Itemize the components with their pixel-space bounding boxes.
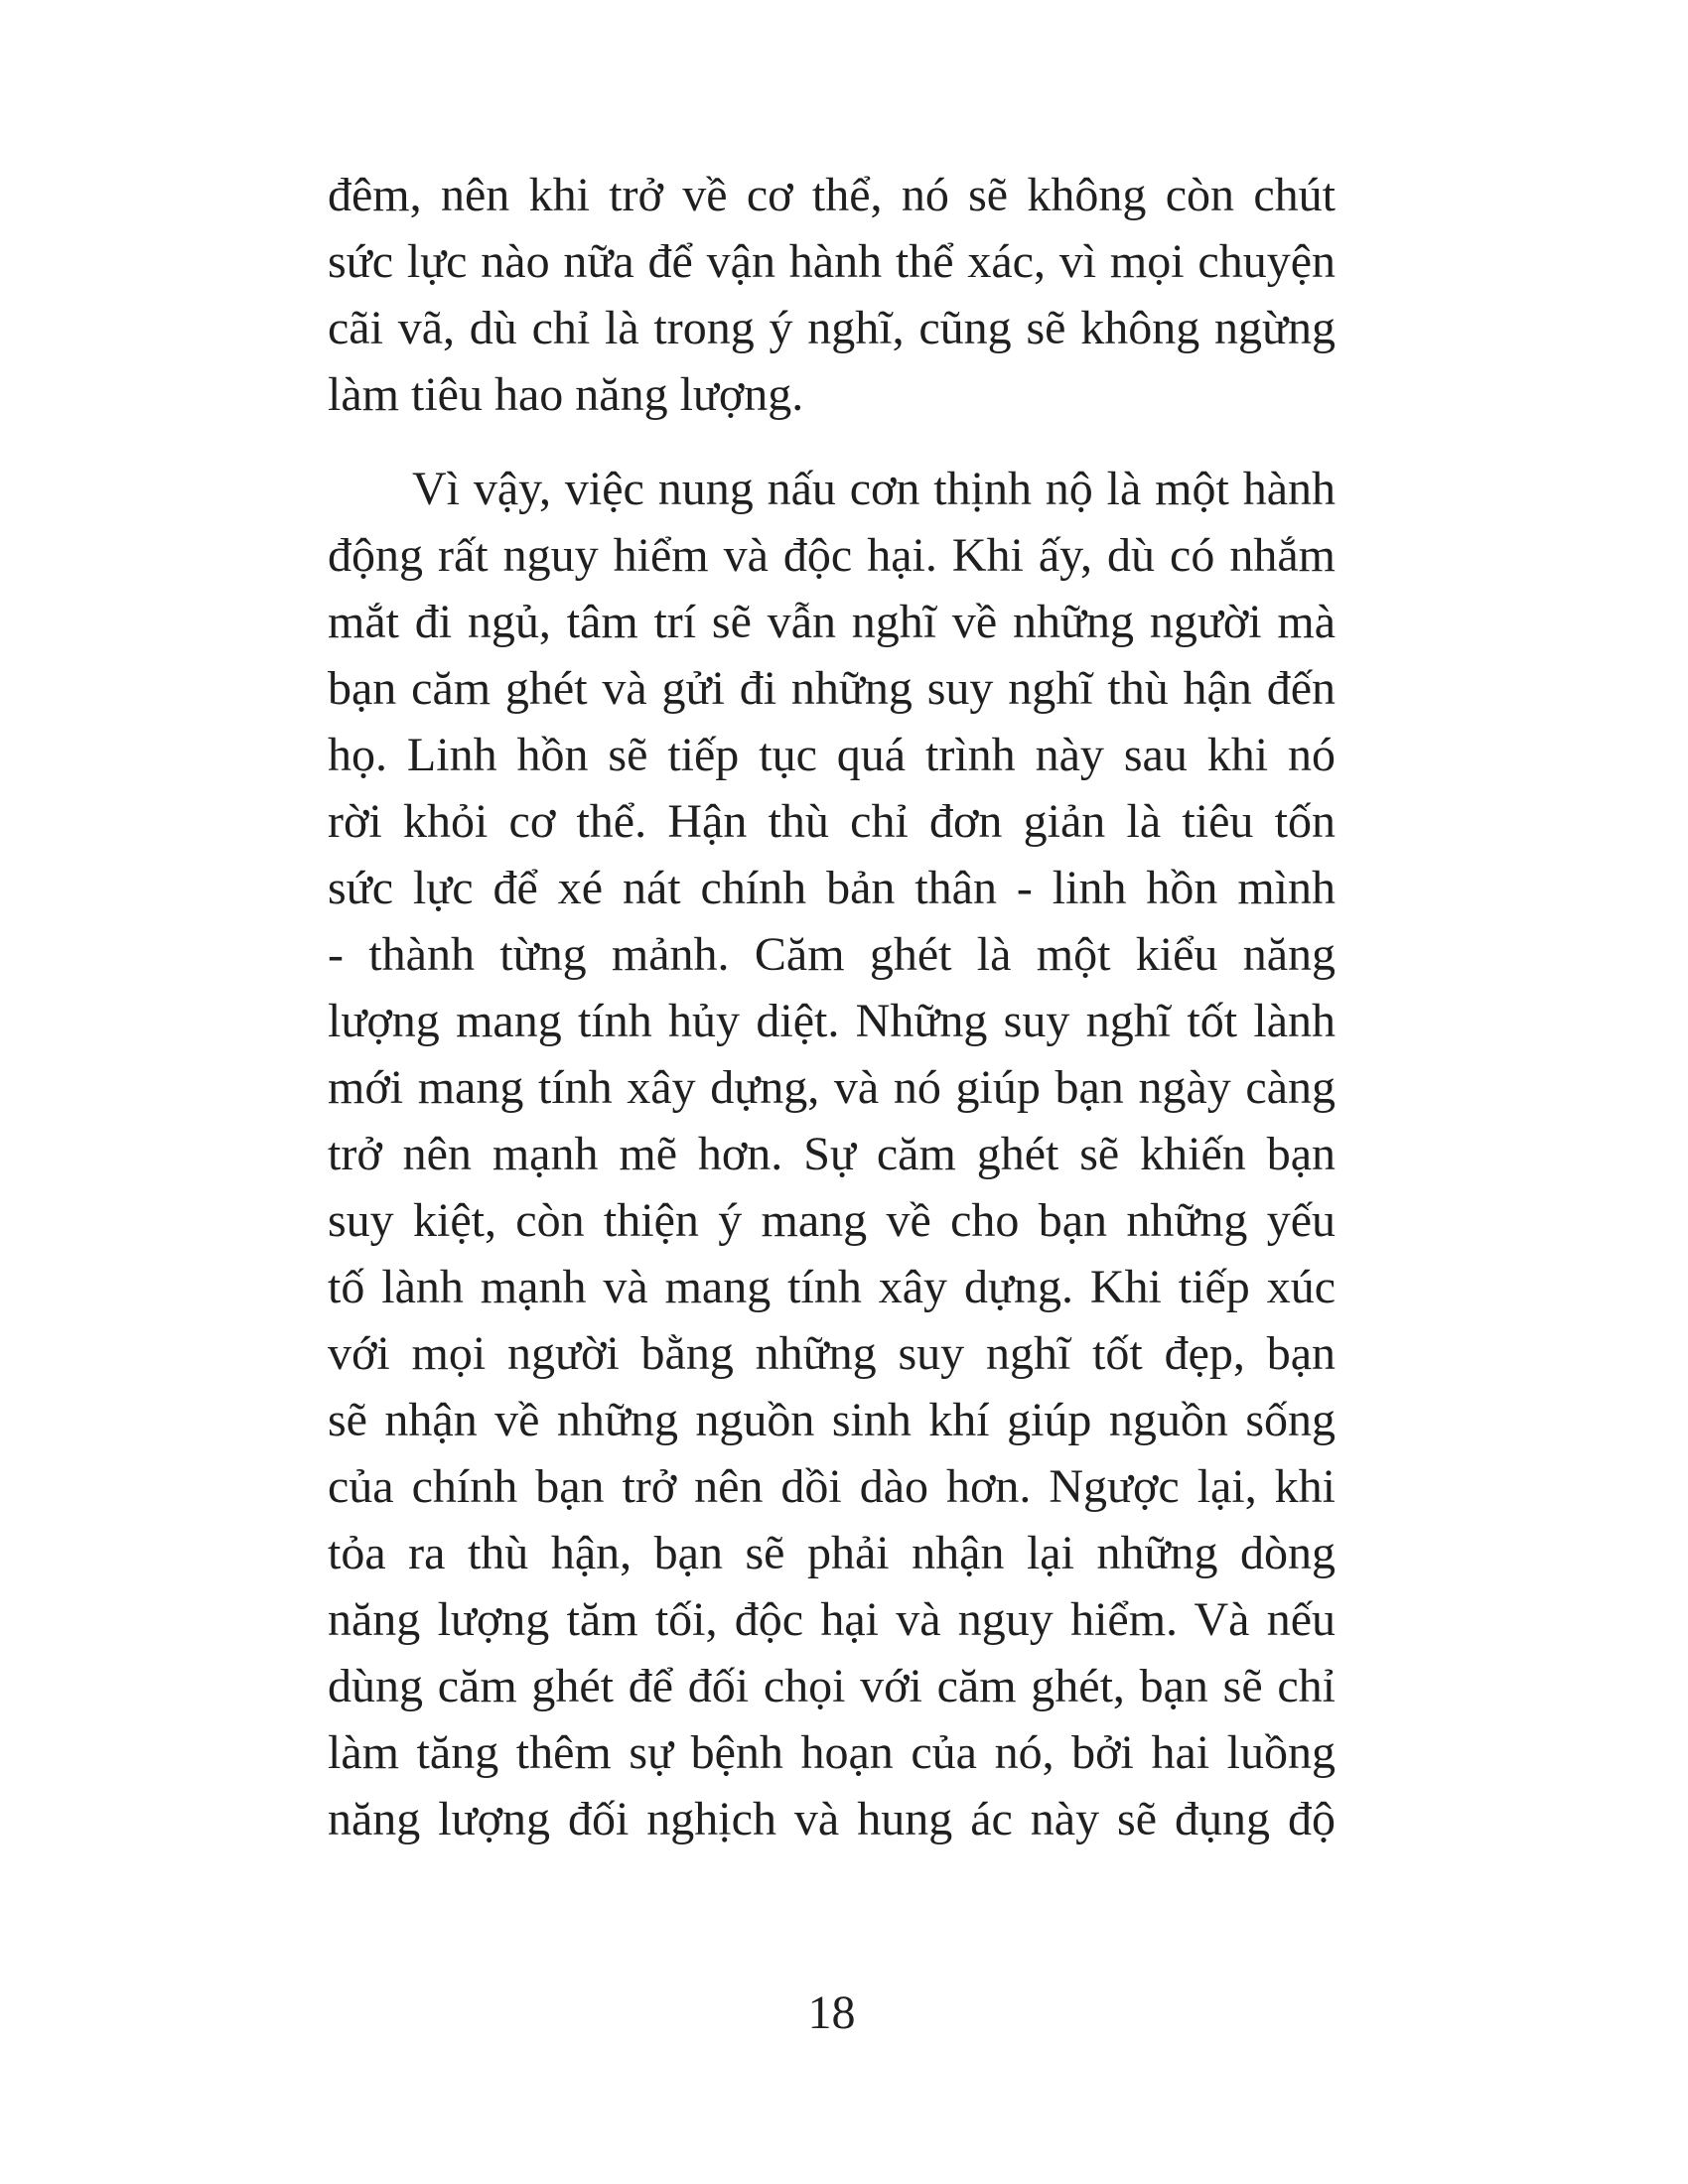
text-line: rời khỏi cơ thể. Hận thù chỉ đơn giản là tiêu tốn <box>328 795 1336 848</box>
text-line: tỏa ra thù hận, bạn sẽ phải nhận lại những dòng <box>328 1527 1336 1579</box>
text-line: sẽ nhận về những nguồn sinh khí giúp nguồn sống <box>328 1394 1336 1446</box>
text-line: cãi vã, dù chỉ là trong ý nghĩ, cũng sẽ không ngừng <box>328 302 1336 354</box>
text-line: sức lực nào nữa để vận hành thể xác, vì mọi chuyện <box>328 235 1336 288</box>
text-line: với mọi người bằng những suy nghĩ tốt đẹp, bạn <box>328 1327 1336 1380</box>
text-line: mới mang tính xây dựng, và nó giúp bạn ngày càng <box>328 1061 1336 1114</box>
text-line: làm tiêu hao năng lượng. <box>328 368 804 421</box>
text-block <box>328 162 1336 1852</box>
text-line: mắt đi ngủ, tâm trí sẽ vẫn nghĩ về những người mà <box>328 596 1336 648</box>
paragraph <box>328 456 1336 1852</box>
paragraph <box>328 162 1336 428</box>
page-number: 18 <box>807 1986 856 2039</box>
text-line: năng lượng đối nghịch và hung ác này sẽ đụng độ <box>328 1793 1336 1845</box>
text-line: tố lành mạnh và mang tính xây dựng. Khi tiếp xúc <box>328 1261 1336 1313</box>
text-line: đêm, nên khi trở về cơ thể, nó sẽ không còn chút <box>328 169 1336 221</box>
text-line: động rất nguy hiểm và độc hại. Khi ấy, dù có nhắm <box>328 529 1336 582</box>
text-line: trở nên mạnh mẽ hơn. Sự căm ghét sẽ khiến bạn <box>328 1128 1336 1180</box>
text-line: năng lượng tăm tối, độc hại và nguy hiểm. Và nếu <box>328 1593 1336 1646</box>
text-line: của chính bạn trở nên dồi dào hơn. Ngược lại, khi <box>328 1460 1336 1513</box>
text-line: - thành từng mảnh. Căm ghét là một kiểu năng <box>328 928 1336 981</box>
text-line: sức lực để xé nát chính bản thân - linh hồn mình <box>328 862 1336 914</box>
text-line: họ. Linh hồn sẽ tiếp tục quá trình này sau khi nó <box>328 729 1336 781</box>
text-line: Vì vậy, việc nung nấu cơn thịnh nộ là một hành <box>412 463 1336 515</box>
text-line: suy kiệt, còn thiện ý mang về cho bạn những yếu <box>328 1194 1336 1247</box>
text-line: lượng mang tính hủy diệt. Những suy nghĩ tốt lành <box>328 995 1336 1047</box>
text-line: dùng căm ghét để đối chọi với căm ghét, bạn sẽ chỉ <box>328 1660 1336 1712</box>
text-line: bạn căm ghét và gửi đi những suy nghĩ thù hận đến <box>328 662 1336 715</box>
text-line: làm tăng thêm sự bệnh hoạn của nó, bởi hai luồng <box>328 1726 1336 1779</box>
